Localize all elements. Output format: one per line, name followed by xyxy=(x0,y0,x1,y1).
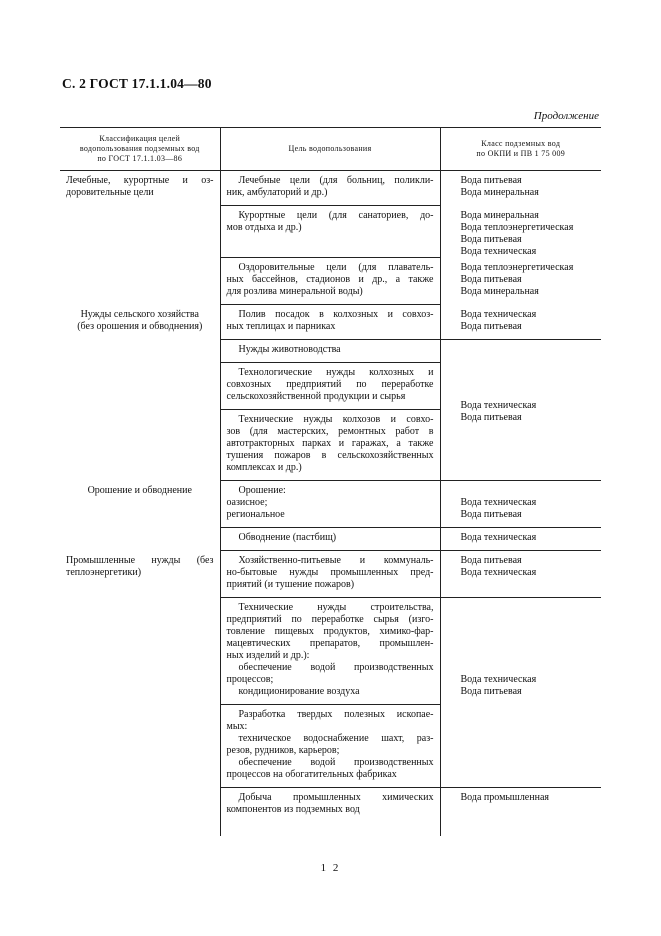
purpose-cell: Нужды животноводства xyxy=(220,340,440,363)
table-header-row xyxy=(60,128,601,171)
water-class-cell: Вода техническая Вода питьевая xyxy=(440,305,601,340)
table-row xyxy=(60,305,601,340)
purpose-cell: Технические нужды строительства, предприятий по переработке сырья (изго- товление пищевых продуктов, химико-фар- мацевтических препаратов, промышлен- ных изделий и др.): обеспечение водой производственных процессов; кондиционирование воздуха xyxy=(220,598,440,705)
table-row xyxy=(60,481,601,528)
purpose-cell: Лечебные цели (для больниц, поликли- ник, амбулаторий и др.) xyxy=(220,171,440,206)
classification-cell: Орошение и обводнение xyxy=(87,484,192,496)
continuation-label: Продолжение xyxy=(533,110,599,122)
header-purpose: Цель водопользования xyxy=(220,128,440,171)
water-class-cell: Вода питьевая Вода минеральная xyxy=(460,175,539,198)
purpose-cell: Оздоровительные цели (для плаватель- ных бассейнов, стадионов и др., а также для розлива минеральной воды) xyxy=(220,258,440,305)
header-water-class: Класс подземных вод по ОКПИ и ПВ 1 75 009 xyxy=(440,128,601,171)
table-row xyxy=(60,551,601,598)
purpose-cell: Орошение: оазисное; региональное xyxy=(220,481,440,528)
purpose-cell: Технические нужды колхозов и совхо- зов (для мастерских, ремонтных работ в автотракторных парках и гаражах, а также тушения пожаров в сельскохозяйственных комплексах и др.) xyxy=(220,410,440,481)
classification-cell: Промышленные нужды (без теплоэнергетики) xyxy=(66,554,214,578)
water-class-cell: Вода техническая Вода питьевая xyxy=(440,481,601,528)
classification-cell: Лечебные, курортные и оз- доровительные цели xyxy=(66,175,214,198)
water-class-cell: Вода техническая Вода питьевая xyxy=(440,340,601,481)
table-row xyxy=(60,171,601,206)
purpose-cell: Обводнение (пастбищ) xyxy=(220,528,440,551)
purpose-cell: Хозяйственно-питьевые и коммуналь- но-бытовые нужды промышленных пред- приятий (и тушение пожаров) xyxy=(220,551,440,598)
purpose-cell: Курортные цели (для санаториев, до- мов отдыха и др.) xyxy=(220,206,440,258)
water-class-cell: Вода промышленная xyxy=(460,792,549,803)
header-classification: Классификация целей водопользования подземных вод по ГОСТ 17.1.1.03—86 xyxy=(60,128,220,171)
water-use-table xyxy=(60,127,601,836)
classification-cell: Нужды сельского хозяйства (без орошения и обводнения) xyxy=(77,308,203,332)
purpose-cell: Технологические нужды колхозных и совхозных предприятий по переработке сельскохозяйственной продукции и сырья xyxy=(220,363,440,410)
page-number: 1 2 xyxy=(320,862,341,874)
page-header: С. 2 ГОСТ 17.1.1.04—80 xyxy=(62,76,212,91)
purpose-cell: Полив посадок в колхозных и совхоз- ных теплицах и парниках xyxy=(220,305,440,340)
water-class-cell: Вода теплоэнергетическая Вода питьевая Вода минеральная xyxy=(460,261,574,297)
water-class-cell: Вода техническая xyxy=(440,528,601,551)
purpose-cell: Разработка твердых полезных ископае- мых: техническое водоснабжение шахт, раз- резов, рудников, карьеров; обеспечение водой производственных процессов на обогатительных фабриках xyxy=(220,705,440,788)
water-class-cell: Вода питьевая Вода техническая xyxy=(440,551,601,598)
water-class-cell: Вода минеральная Вода теплоэнергетическая Вода питьевая Вода техническая xyxy=(460,209,574,257)
purpose-cell: Добыча промышленных химических компонентов из подземных вод xyxy=(220,788,440,837)
water-class-cell: Вода техническая Вода питьевая xyxy=(440,598,601,788)
